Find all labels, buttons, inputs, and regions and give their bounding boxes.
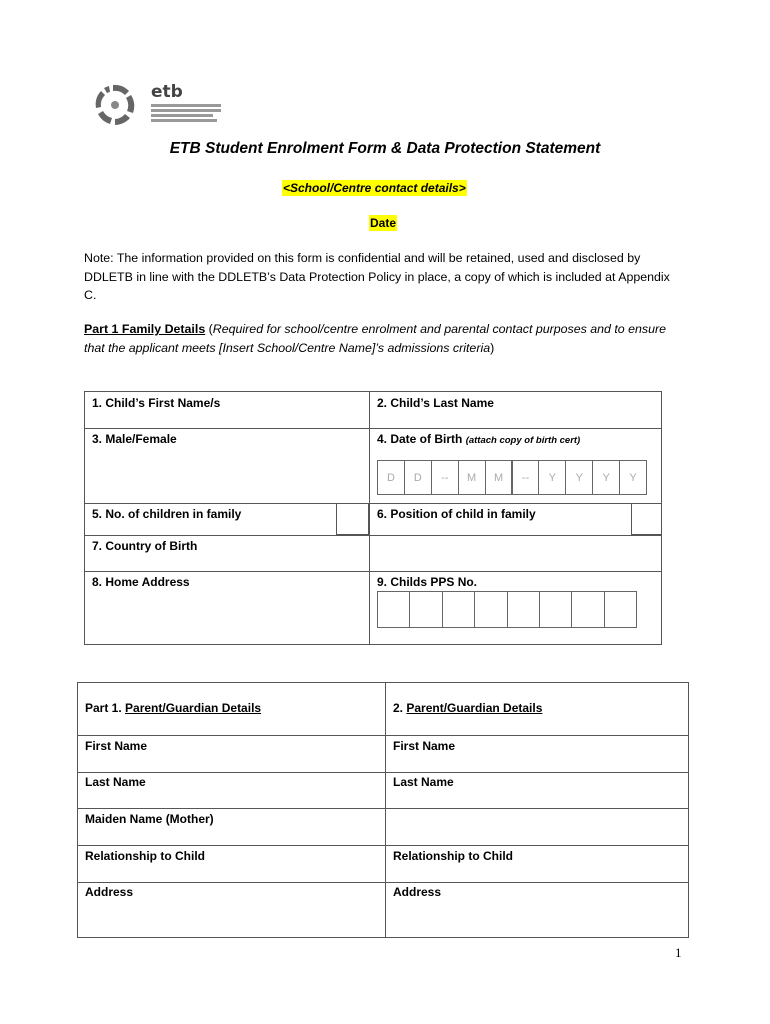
country-field[interactable] xyxy=(369,535,662,571)
dob-cell[interactable]: -- xyxy=(512,460,540,495)
school-contact-placeholder: <School/Centre contact details> xyxy=(283,181,466,195)
table-divider xyxy=(84,503,662,504)
guardian1-prefix: Part 1. xyxy=(85,701,126,715)
part1-title: Part 1 Family Details xyxy=(84,322,206,336)
dob-note: (attach copy of birth cert) xyxy=(465,435,581,446)
guardian1-last-name[interactable]: Last Name xyxy=(85,775,146,789)
dob-cell[interactable]: -- xyxy=(431,460,459,495)
logo-subtitle-line xyxy=(151,114,213,117)
paren-close: ) xyxy=(490,340,495,355)
pps-cell[interactable] xyxy=(377,591,410,628)
confidentiality-note: Note: The information provided on this form is confidential and will be retained, used and disclosed by DDLETB in line with the DDLETB’s Data Protection Policy in place, a copy of which is included at Appendix C. xyxy=(84,251,670,302)
guardian1-first-name[interactable]: First Name xyxy=(85,739,148,753)
part1-description: Required for school/centre enrolment and parental contact purposes and to ensure that the applicant meets [Insert School/Centre Name]’s admissions criteria xyxy=(84,322,667,355)
dob-cell[interactable]: D xyxy=(404,460,432,495)
pps-cell[interactable] xyxy=(507,591,540,628)
date-label: Date xyxy=(370,216,397,230)
table-divider xyxy=(77,772,689,773)
guardian2-prefix: 2. xyxy=(393,701,407,715)
logo-subtitle-line xyxy=(151,119,217,122)
child-first-name-field[interactable] xyxy=(84,391,369,428)
guardian1-maiden-name[interactable]: Maiden Name (Mother) xyxy=(85,812,214,826)
child-last-name-field[interactable] xyxy=(369,391,662,428)
logo-subtitle-line xyxy=(151,104,221,107)
guardian2-relationship[interactable]: Relationship to Child xyxy=(393,849,513,863)
table-divider xyxy=(369,391,370,645)
guardian2-header xyxy=(393,701,542,715)
child-first-name-label: 1. Child’s First Name/s xyxy=(92,396,221,410)
dob-cell[interactable]: Y xyxy=(565,460,593,495)
table-divider xyxy=(84,428,662,429)
guardian-details-table xyxy=(77,682,689,938)
table-divider xyxy=(77,882,689,883)
position-field[interactable] xyxy=(631,503,662,535)
dob-cell[interactable]: M xyxy=(458,460,486,495)
table-divider xyxy=(77,735,689,736)
dob-label xyxy=(377,432,580,446)
dob-cell[interactable]: Y xyxy=(619,460,647,495)
guardian2-address[interactable]: Address xyxy=(393,885,442,899)
gender-label: 3. Male/Female xyxy=(92,432,177,446)
country-label: 7. Country of Birth xyxy=(92,539,198,553)
pps-cell[interactable] xyxy=(571,591,604,628)
part1-intro xyxy=(84,320,684,357)
table-divider xyxy=(77,845,689,846)
guardian2-first-name[interactable]: First Name xyxy=(393,739,456,753)
guardian2-last-name[interactable]: Last Name xyxy=(393,775,454,789)
page-number: 1 xyxy=(675,945,682,960)
guardian1-title: Parent/Guardian Details xyxy=(125,701,262,715)
dob-label-text: 4. Date of Birth xyxy=(377,432,463,446)
pps-cell[interactable] xyxy=(604,591,637,628)
child-last-name-label: 2. Child’s Last Name xyxy=(377,396,494,410)
guardian2-title: Parent/Guardian Details xyxy=(406,701,543,715)
home-address-field[interactable] xyxy=(84,590,369,645)
logo-wordmark: etb xyxy=(151,82,183,102)
pps-cell[interactable] xyxy=(539,591,572,628)
pps-label: 9. Childs PPS No. xyxy=(377,575,478,589)
dob-cell[interactable]: D xyxy=(377,460,405,495)
guardian1-address[interactable]: Address xyxy=(85,885,134,899)
guardian1-relationship[interactable]: Relationship to Child xyxy=(85,849,205,863)
paren-open: ( xyxy=(205,322,213,336)
pps-cell[interactable] xyxy=(409,591,442,628)
table-divider xyxy=(77,808,689,809)
pps-cell[interactable] xyxy=(442,591,475,628)
pps-cell[interactable] xyxy=(474,591,507,628)
num-children-label: 5. No. of children in family xyxy=(92,507,242,521)
dob-cell[interactable]: Y xyxy=(538,460,566,495)
guardian1-header xyxy=(85,701,261,715)
form-title: ETB Student Enrolment Form & Data Protection Statement xyxy=(169,140,601,157)
logo-subtitle-line xyxy=(151,109,221,112)
dob-cell[interactable]: Y xyxy=(592,460,620,495)
num-children-field[interactable] xyxy=(336,503,369,535)
address-label: 8. Home Address xyxy=(92,575,190,589)
table-divider xyxy=(385,682,386,938)
table-divider xyxy=(84,571,662,572)
position-label: 6. Position of child in family xyxy=(377,507,536,521)
dob-cell[interactable]: M xyxy=(485,460,513,495)
